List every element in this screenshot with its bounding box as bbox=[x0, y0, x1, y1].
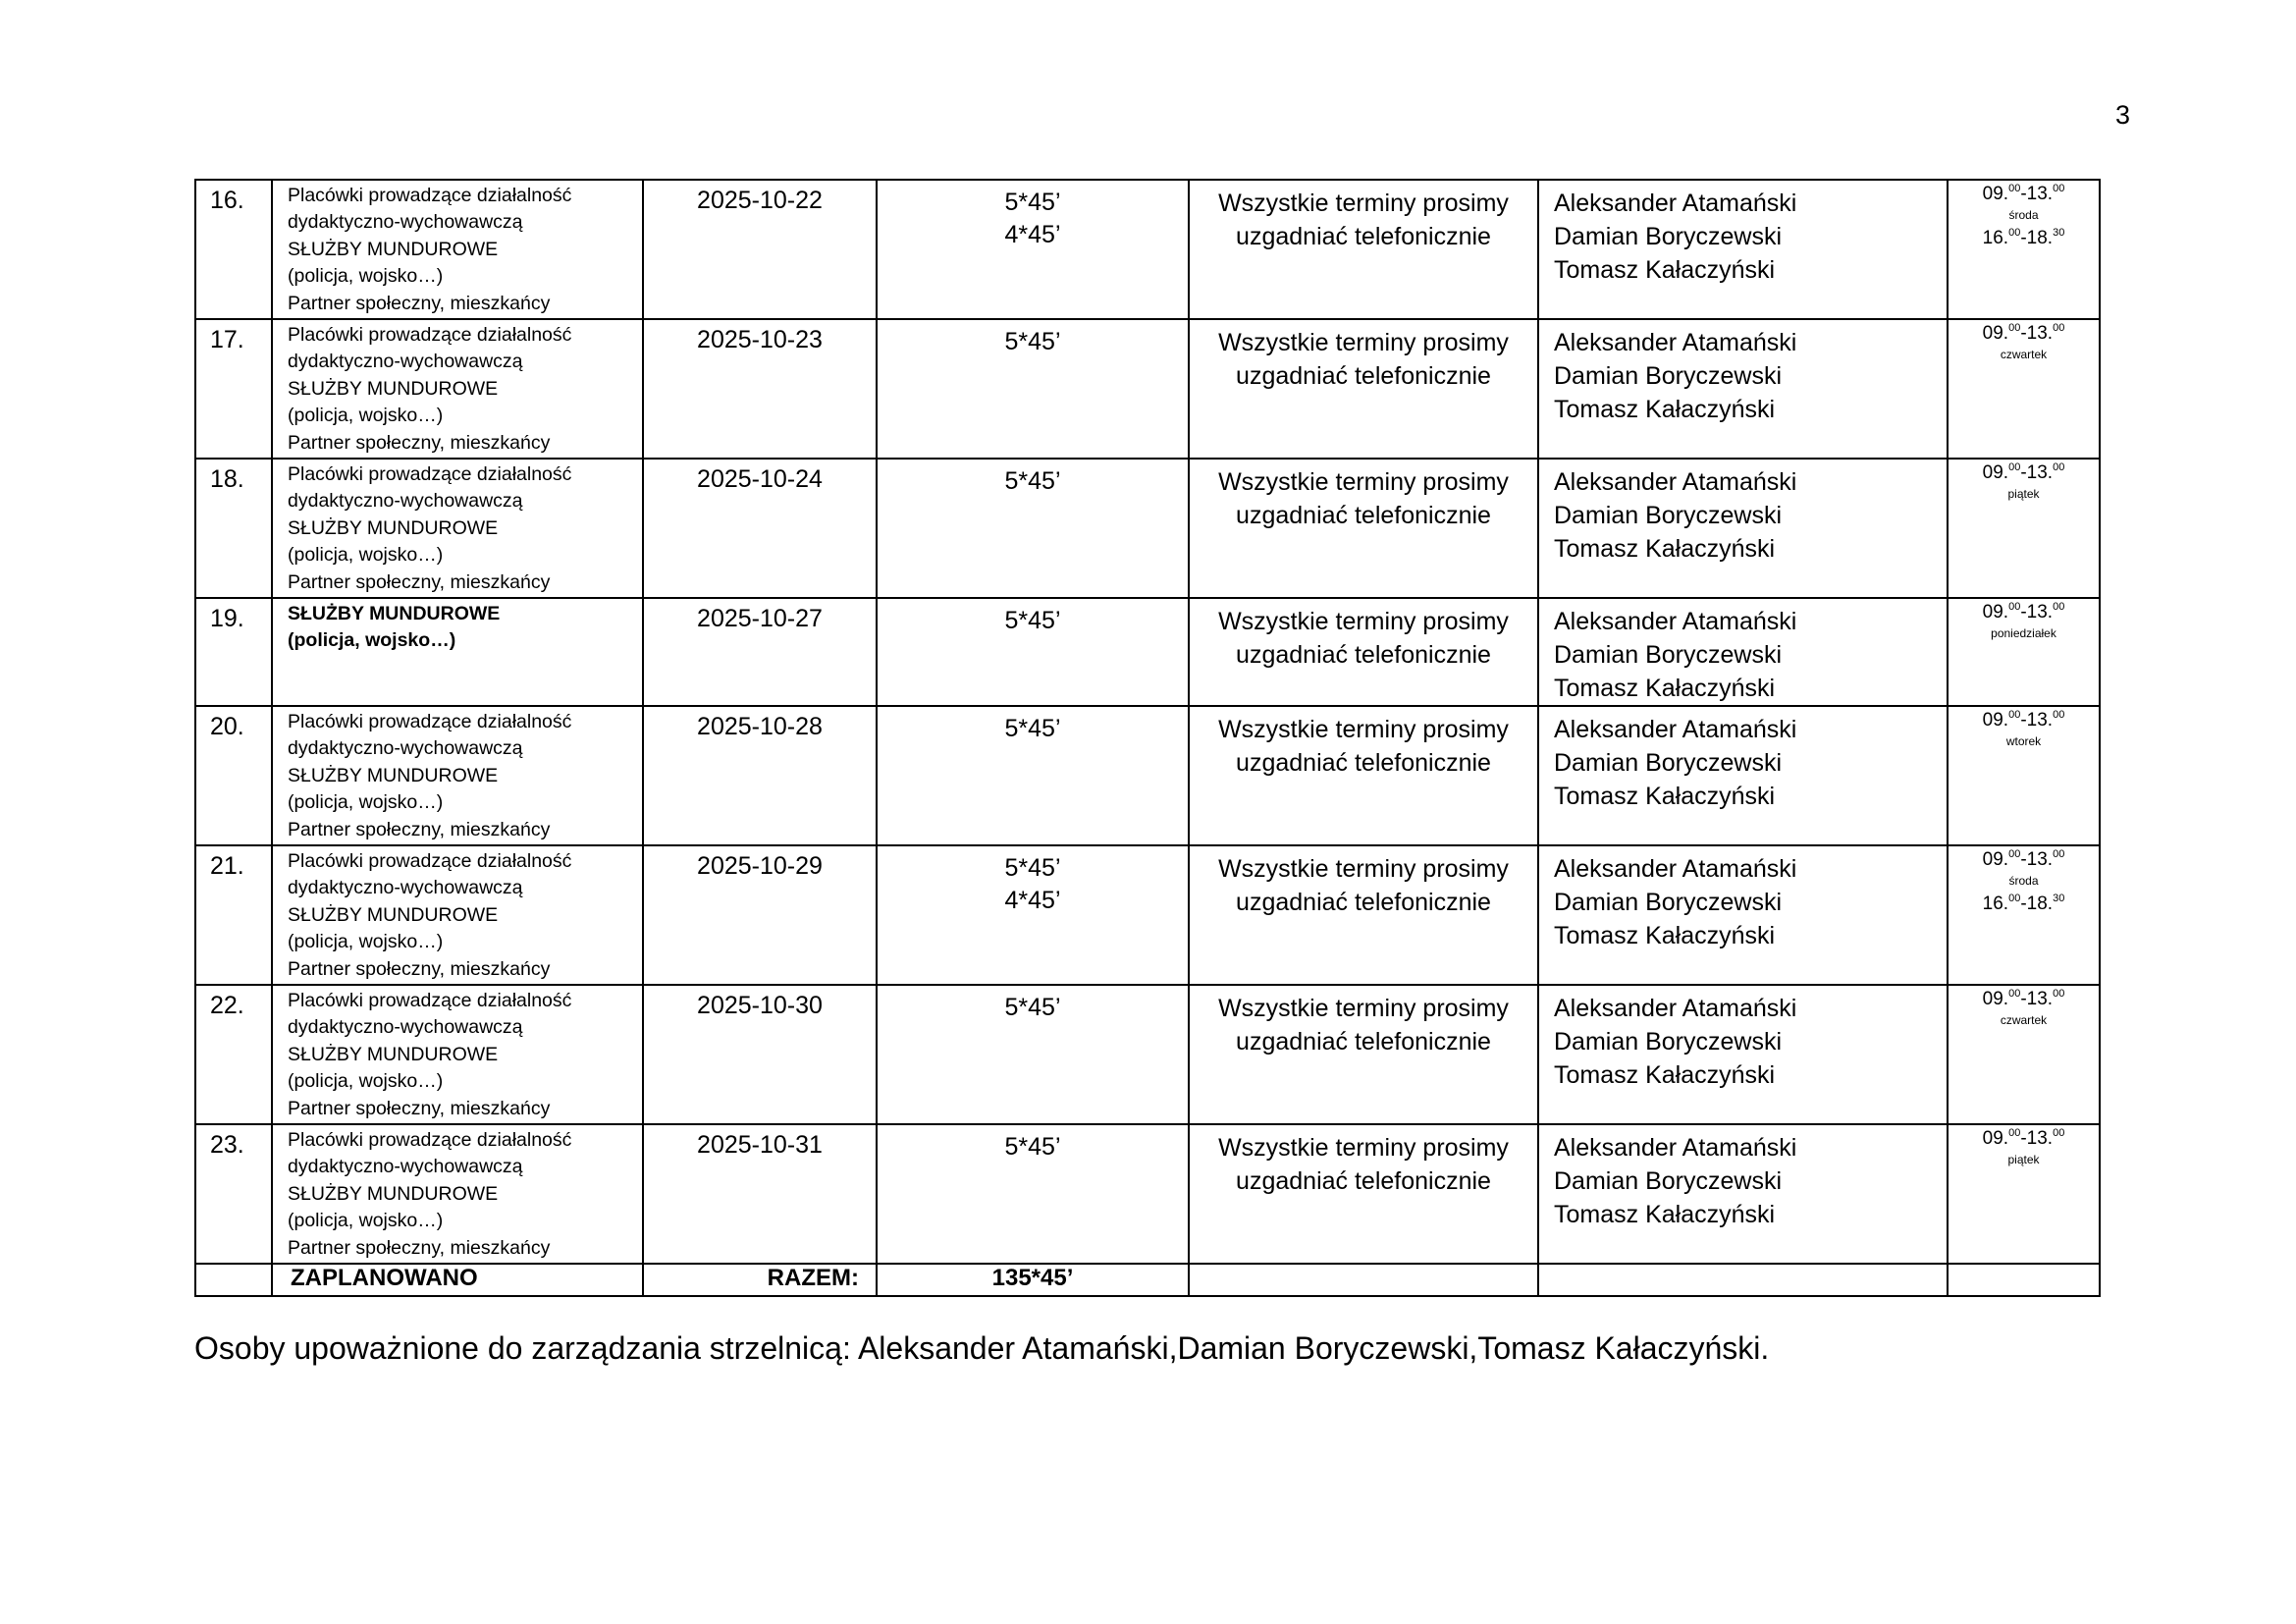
note-line: Wszystkie terminy prosimy bbox=[1218, 1134, 1509, 1162]
time-end-minutes: 00 bbox=[2053, 848, 2065, 860]
time-range bbox=[1949, 849, 2099, 871]
note-cell bbox=[1189, 845, 1538, 985]
time-range bbox=[1949, 323, 2099, 345]
target-group-line: (policja, wojsko…) bbox=[288, 629, 456, 652]
time-end: -13. bbox=[2020, 602, 2054, 623]
target-group-cell bbox=[272, 706, 643, 845]
evening-end: -18. bbox=[2020, 893, 2054, 914]
note-line: Wszystkie terminy prosimy bbox=[1218, 329, 1509, 356]
date-cell: 2025-10-28 bbox=[643, 706, 877, 845]
target-group-line: Placówki prowadzące działalność bbox=[288, 185, 572, 206]
schedule-table bbox=[194, 179, 2101, 1297]
staff-name: Damian Boryczewski bbox=[1554, 641, 1783, 669]
date-cell: 2025-10-30 bbox=[643, 985, 877, 1124]
time-start-minutes: 00 bbox=[2008, 1127, 2021, 1139]
staff-name: Tomasz Kałaczyński bbox=[1554, 535, 1776, 563]
target-group-line: SŁUŻBY MUNDUROWE bbox=[288, 1182, 499, 1205]
hours-line: 5*45’ bbox=[1004, 854, 1061, 882]
time-range bbox=[1949, 1128, 2099, 1150]
note-line: Wszystkie terminy prosimy bbox=[1218, 716, 1509, 743]
time-cell bbox=[1948, 180, 2100, 319]
time-end-minutes: 00 bbox=[2053, 461, 2065, 473]
target-group-line: Partner społeczny, mieszkańcy bbox=[288, 431, 551, 454]
staff-cell bbox=[1538, 1124, 1948, 1264]
evening-time-range bbox=[1949, 228, 2099, 249]
hours-line: 5*45’ bbox=[1004, 467, 1061, 495]
note-line: uzgadniać telefonicznie bbox=[1236, 502, 1491, 529]
staff-name: Damian Boryczewski bbox=[1554, 362, 1783, 390]
hours-cell bbox=[877, 598, 1189, 706]
time-cell bbox=[1948, 598, 2100, 706]
table-row bbox=[195, 985, 2100, 1124]
date-cell: 2025-10-23 bbox=[643, 319, 877, 459]
total-num-cell bbox=[195, 1264, 272, 1296]
target-group-line: dydaktyczno-wychowawczą bbox=[288, 737, 523, 760]
row-number: 17. bbox=[195, 319, 272, 459]
staff-name: Aleksander Atamański bbox=[1554, 995, 1797, 1022]
staff-name: Tomasz Kałaczyński bbox=[1554, 922, 1776, 949]
staff-cell bbox=[1538, 845, 1948, 985]
target-group-line: SŁUŻBY MUNDUROWE bbox=[288, 903, 499, 926]
note-line: Wszystkie terminy prosimy bbox=[1218, 855, 1509, 883]
staff-name: Tomasz Kałaczyński bbox=[1554, 675, 1776, 702]
total-empty-cell bbox=[1538, 1264, 1948, 1296]
evening-time-range bbox=[1949, 893, 2099, 915]
evening-end-minutes: 30 bbox=[2053, 227, 2065, 239]
time-range bbox=[1949, 710, 2099, 731]
target-group-line: Placówki prowadzące działalność bbox=[288, 463, 572, 485]
target-group-cell bbox=[272, 459, 643, 598]
weekday: poniedziałek bbox=[1991, 626, 2056, 640]
time-start-minutes: 00 bbox=[2008, 322, 2021, 334]
time-end: -13. bbox=[2020, 710, 2054, 731]
target-group-line: (policja, wojsko…) bbox=[288, 1210, 444, 1232]
row-number: 18. bbox=[195, 459, 272, 598]
note-cell bbox=[1189, 319, 1538, 459]
note-line: uzgadniać telefonicznie bbox=[1236, 889, 1491, 916]
total-row bbox=[195, 1264, 2100, 1296]
time-cell bbox=[1948, 319, 2100, 459]
staff-cell bbox=[1538, 459, 1948, 598]
weekday: środa bbox=[2008, 874, 2039, 888]
target-group-line: Placówki prowadzące działalność bbox=[288, 990, 572, 1011]
target-group-line: Placówki prowadzące działalność bbox=[288, 1129, 572, 1151]
hours-cell bbox=[877, 845, 1189, 985]
target-group-line: (policja, wojsko…) bbox=[288, 931, 444, 953]
staff-name: Aleksander Atamański bbox=[1554, 1134, 1797, 1162]
hours-line: 5*45’ bbox=[1004, 994, 1061, 1021]
staff-name: Damian Boryczewski bbox=[1554, 223, 1783, 250]
hours-cell bbox=[877, 985, 1189, 1124]
table-row bbox=[195, 1124, 2100, 1264]
total-empty-cell bbox=[1189, 1264, 1538, 1296]
note-cell bbox=[1189, 706, 1538, 845]
time-range bbox=[1949, 989, 2099, 1010]
staff-name: Damian Boryczewski bbox=[1554, 749, 1783, 777]
note-line: Wszystkie terminy prosimy bbox=[1218, 189, 1509, 217]
time-start: 09. bbox=[1982, 184, 2009, 204]
target-group-line: (policja, wojsko…) bbox=[288, 405, 444, 427]
time-start-minutes: 00 bbox=[2008, 848, 2021, 860]
table-row bbox=[195, 459, 2100, 598]
time-start-minutes: 00 bbox=[2008, 601, 2021, 613]
evening-end: -18. bbox=[2020, 228, 2054, 248]
note-cell bbox=[1189, 985, 1538, 1124]
target-group-line: (policja, wojsko…) bbox=[288, 791, 444, 814]
staff-cell bbox=[1538, 985, 1948, 1124]
target-group-cell bbox=[272, 598, 643, 706]
date-cell: 2025-10-22 bbox=[643, 180, 877, 319]
note-line: Wszystkie terminy prosimy bbox=[1218, 468, 1509, 496]
time-end-minutes: 00 bbox=[2053, 1127, 2065, 1139]
table-row bbox=[195, 180, 2100, 319]
hours-cell bbox=[877, 459, 1189, 598]
authorized-persons-note: Osoby upoważnione do zarządzania strzelnicą: Aleksander Atamański,Damian Boryczewski,Tomasz Kałaczyński. bbox=[194, 1330, 1770, 1366]
note-line: uzgadniać telefonicznie bbox=[1236, 1167, 1491, 1195]
target-group-line: Partner społeczny, mieszkańcy bbox=[288, 1097, 551, 1119]
schedule-rows bbox=[195, 180, 2100, 1264]
target-group-line: dydaktyczno-wychowawczą bbox=[288, 877, 523, 899]
target-group-line: dydaktyczno-wychowawczą bbox=[288, 351, 523, 373]
staff-name: Tomasz Kałaczyński bbox=[1554, 256, 1776, 284]
staff-name: Aleksander Atamański bbox=[1554, 716, 1797, 743]
page-number: 3 bbox=[2114, 100, 2130, 130]
target-group-line: Partner społeczny, mieszkańcy bbox=[288, 818, 551, 840]
time-cell bbox=[1948, 985, 2100, 1124]
target-group-cell bbox=[272, 319, 643, 459]
staff-cell bbox=[1538, 180, 1948, 319]
target-group-line: Placówki prowadzące działalność bbox=[288, 711, 572, 732]
note-line: uzgadniać telefonicznie bbox=[1236, 1028, 1491, 1056]
note-line: Wszystkie terminy prosimy bbox=[1218, 608, 1509, 635]
total-empty-cell bbox=[1948, 1264, 2100, 1296]
evening-start: 16. bbox=[1982, 893, 2009, 914]
staff-name: Aleksander Atamański bbox=[1554, 468, 1797, 496]
hours-line: 5*45’ bbox=[1004, 328, 1061, 355]
table-row bbox=[195, 319, 2100, 459]
weekday: wtorek bbox=[2005, 734, 2042, 748]
staff-name: Damian Boryczewski bbox=[1554, 889, 1783, 916]
weekday: czwartek bbox=[2000, 1013, 2048, 1027]
time-end: -13. bbox=[2020, 184, 2054, 204]
time-range bbox=[1949, 602, 2099, 623]
target-group-line: Placówki prowadzące działalność bbox=[288, 850, 572, 872]
table-row bbox=[195, 706, 2100, 845]
target-group-line: SŁUŻBY MUNDUROWE bbox=[288, 377, 499, 400]
staff-name: Damian Boryczewski bbox=[1554, 1028, 1783, 1056]
total-label: ZAPLANOWANO bbox=[272, 1264, 643, 1296]
target-group-line: SŁUŻBY MUNDUROWE bbox=[288, 516, 499, 539]
note-line: uzgadniać telefonicznie bbox=[1236, 362, 1491, 390]
time-start: 09. bbox=[1982, 462, 2009, 483]
staff-name: Tomasz Kałaczyński bbox=[1554, 1061, 1776, 1089]
target-group-line: Placówki prowadzące działalność bbox=[288, 324, 572, 346]
time-start: 09. bbox=[1982, 323, 2009, 344]
hours-cell bbox=[877, 319, 1189, 459]
time-cell bbox=[1948, 459, 2100, 598]
staff-name: Tomasz Kałaczyński bbox=[1554, 783, 1776, 810]
time-end-minutes: 00 bbox=[2053, 601, 2065, 613]
time-start-minutes: 00 bbox=[2008, 461, 2021, 473]
total-sum: 135*45’ bbox=[877, 1264, 1189, 1296]
time-end-minutes: 00 bbox=[2053, 183, 2065, 194]
date-cell: 2025-10-31 bbox=[643, 1124, 877, 1264]
time-end: -13. bbox=[2020, 1128, 2054, 1149]
date-cell: 2025-10-29 bbox=[643, 845, 877, 985]
table-row bbox=[195, 845, 2100, 985]
target-group-line: SŁUŻBY MUNDUROWE bbox=[288, 603, 501, 624]
target-group-cell bbox=[272, 1124, 643, 1264]
weekday: środa bbox=[2008, 208, 2039, 222]
target-group-cell bbox=[272, 180, 643, 319]
time-start-minutes: 00 bbox=[2008, 183, 2021, 194]
target-group-line: Partner społeczny, mieszkańcy bbox=[288, 957, 551, 980]
evening-start: 16. bbox=[1982, 228, 2009, 248]
target-group-line: dydaktyczno-wychowawczą bbox=[288, 211, 523, 234]
row-number: 21. bbox=[195, 845, 272, 985]
weekday: piątek bbox=[2007, 487, 2040, 501]
target-group-cell bbox=[272, 985, 643, 1124]
time-start: 09. bbox=[1982, 1128, 2009, 1149]
row-number: 22. bbox=[195, 985, 272, 1124]
note-cell bbox=[1189, 1124, 1538, 1264]
weekday: czwartek bbox=[2000, 348, 2048, 361]
date-cell: 2025-10-24 bbox=[643, 459, 877, 598]
target-group-line: (policja, wojsko…) bbox=[288, 265, 444, 288]
note-cell bbox=[1189, 180, 1538, 319]
row-number: 20. bbox=[195, 706, 272, 845]
target-group-line: Partner społeczny, mieszkańcy bbox=[288, 292, 551, 314]
time-start: 09. bbox=[1982, 989, 2009, 1009]
note-line: uzgadniać telefonicznie bbox=[1236, 223, 1491, 250]
note-cell bbox=[1189, 598, 1538, 706]
target-group-line: SŁUŻBY MUNDUROWE bbox=[288, 764, 499, 786]
time-cell bbox=[1948, 1124, 2100, 1264]
hours-line: 4*45’ bbox=[1004, 887, 1061, 914]
target-group-line: (policja, wojsko…) bbox=[288, 1070, 444, 1093]
target-group-line: SŁUŻBY MUNDUROWE bbox=[288, 1043, 499, 1065]
total-razem-label: RAZEM: bbox=[643, 1264, 877, 1296]
time-end: -13. bbox=[2020, 849, 2054, 870]
time-start-minutes: 00 bbox=[2008, 988, 2021, 1000]
hours-line: 5*45’ bbox=[1004, 607, 1061, 634]
date-cell: 2025-10-27 bbox=[643, 598, 877, 706]
note-line: uzgadniać telefonicznie bbox=[1236, 749, 1491, 777]
note-line: uzgadniać telefonicznie bbox=[1236, 641, 1491, 669]
target-group-cell bbox=[272, 845, 643, 985]
note-cell bbox=[1189, 459, 1538, 598]
time-end: -13. bbox=[2020, 323, 2054, 344]
row-number: 19. bbox=[195, 598, 272, 706]
staff-name: Aleksander Atamański bbox=[1554, 608, 1797, 635]
staff-name: Aleksander Atamański bbox=[1554, 855, 1797, 883]
evening-start-minutes: 00 bbox=[2008, 893, 2021, 904]
time-range bbox=[1949, 462, 2099, 484]
row-number: 16. bbox=[195, 180, 272, 319]
time-end-minutes: 00 bbox=[2053, 322, 2065, 334]
row-number: 23. bbox=[195, 1124, 272, 1264]
hours-cell bbox=[877, 180, 1189, 319]
hours-line: 5*45’ bbox=[1004, 715, 1061, 742]
staff-cell bbox=[1538, 319, 1948, 459]
staff-name: Tomasz Kałaczyński bbox=[1554, 1201, 1776, 1228]
target-group-line: Partner społeczny, mieszkańcy bbox=[288, 570, 551, 593]
target-group-line: (policja, wojsko…) bbox=[288, 544, 444, 567]
target-group-line: Partner społeczny, mieszkańcy bbox=[288, 1236, 551, 1259]
table-row bbox=[195, 598, 2100, 706]
time-cell bbox=[1948, 706, 2100, 845]
hours-line: 5*45’ bbox=[1004, 1133, 1061, 1161]
staff-name: Damian Boryczewski bbox=[1554, 1167, 1783, 1195]
time-range bbox=[1949, 184, 2099, 205]
time-end: -13. bbox=[2020, 989, 2054, 1009]
target-group-line: dydaktyczno-wychowawczą bbox=[288, 1016, 523, 1039]
evening-end-minutes: 30 bbox=[2053, 893, 2065, 904]
staff-cell bbox=[1538, 598, 1948, 706]
weekday: piątek bbox=[2007, 1153, 2040, 1166]
time-end: -13. bbox=[2020, 462, 2054, 483]
note-line: Wszystkie terminy prosimy bbox=[1218, 995, 1509, 1022]
hours-line: 5*45’ bbox=[1004, 189, 1061, 216]
time-start: 09. bbox=[1982, 849, 2009, 870]
time-start: 09. bbox=[1982, 602, 2009, 623]
time-start-minutes: 00 bbox=[2008, 709, 2021, 721]
time-end-minutes: 00 bbox=[2053, 988, 2065, 1000]
staff-cell bbox=[1538, 706, 1948, 845]
time-cell bbox=[1948, 845, 2100, 985]
target-group-line: dydaktyczno-wychowawczą bbox=[288, 1156, 523, 1178]
target-group-line: dydaktyczno-wychowawczą bbox=[288, 490, 523, 513]
hours-line: 4*45’ bbox=[1004, 221, 1061, 248]
staff-name: Aleksander Atamański bbox=[1554, 329, 1797, 356]
staff-name: Damian Boryczewski bbox=[1554, 502, 1783, 529]
hours-cell bbox=[877, 706, 1189, 845]
target-group-line: SŁUŻBY MUNDUROWE bbox=[288, 238, 499, 260]
hours-cell bbox=[877, 1124, 1189, 1264]
time-end-minutes: 00 bbox=[2053, 709, 2065, 721]
staff-name: Aleksander Atamański bbox=[1554, 189, 1797, 217]
evening-start-minutes: 00 bbox=[2008, 227, 2021, 239]
time-start: 09. bbox=[1982, 710, 2009, 731]
staff-name: Tomasz Kałaczyński bbox=[1554, 396, 1776, 423]
